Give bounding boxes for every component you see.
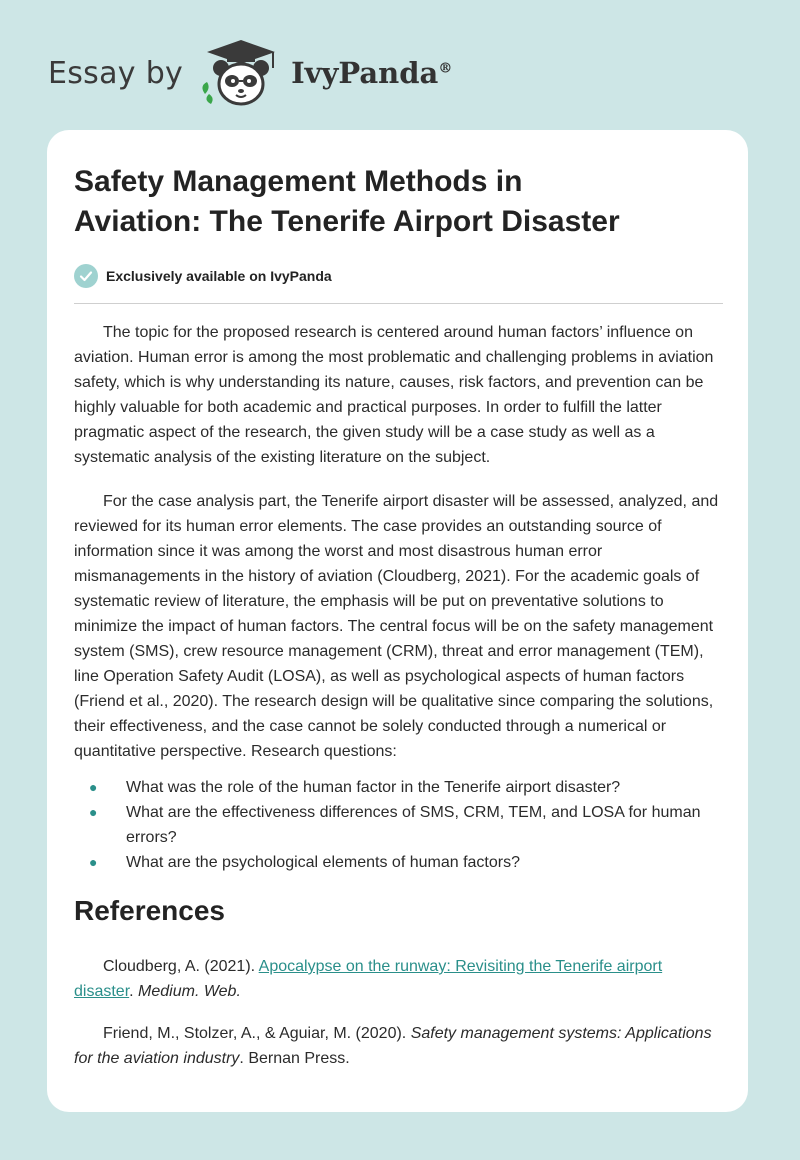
divider: [74, 303, 723, 304]
ivypanda-logo-icon: [197, 38, 285, 108]
reference-entry: Friend, M., Stolzer, A., & Aguiar, M. (2020). Safety management systems: Applications for the aviation industry. Bernan Press.: [74, 1025, 712, 1067]
essay-body: [74, 320, 724, 875]
registered-mark: ®: [438, 60, 453, 77]
research-questions-list: [74, 775, 724, 875]
essay-title: [74, 162, 724, 242]
title-line-2: Aviation: The Tenerife Airport Disaster: [74, 205, 620, 238]
references-heading: References: [74, 895, 225, 926]
bullet-icon: ●: [89, 804, 98, 820]
bullet-icon: ●: [89, 779, 98, 795]
brand-name[interactable]: IvyPanda®: [291, 56, 453, 90]
exclusive-badge: [74, 264, 332, 288]
references-list: [74, 954, 724, 1088]
bullet-icon: ●: [89, 854, 98, 870]
title-line-1: Safety Management Methods in: [74, 165, 523, 198]
check-circle-icon: [74, 264, 98, 288]
reference-link[interactable]: Apocalypse on the runway: Revisiting the Tenerife airport disaster: [74, 958, 663, 1000]
list-item: ● What are the effectiveness differences of SMS, CRM, TEM, and LOSA for human errors?: [74, 800, 724, 850]
essay-by-label: Essay by: [48, 55, 184, 91]
paragraph: The topic for the proposed research is centered around human factors’ influence on aviation. Human error is among the most problematic and challenging problems in aviation safety, which is why understanding its nature, causes, risk factors, and prevention can be highly valuable for both academic and practical purposes. In order to fulfill the latter pragmatic aspect of the research, the given study will be a case study as well as a systematic analysis of the existing literature on the subject.: [74, 324, 714, 466]
site-header: [48, 38, 452, 108]
exclusive-text: Exclusively available on IvyPanda: [106, 268, 332, 284]
paragraph: For the case analysis part, the Tenerife airport disaster will be assessed, analyzed, and reviewed for its human error elements. The case provides an outstanding source of information since it was among the worst and most disastrous human error mismanagements in the history of aviation (Cloudberg, 2021). For the academic goals of systematic review of literature, the emphasis will be put on preventative solutions to minimize the impact of human factors. The central focus will be on the safety management system (SMS), crew resource management (CRM), threat and error management (TEM), line Operation Safety Audit (LOSA), as well as psychological aspects of human factors (Friend et al., 2020). The research design will be qualitative since comparing the solutions, their effectiveness, and the case cannot be solely conducted through a numerical or quantitative perspective. Research questions:: [74, 493, 719, 760]
list-item: ● What are the psychological elements of human factors?: [74, 850, 724, 875]
list-item: ● What was the role of the human factor in the Tenerife airport disaster?: [74, 775, 724, 800]
essay-card: [47, 130, 748, 1112]
reference-entry: Cloudberg, A. (2021). Apocalypse on the runway: Revisiting the Tenerife airport disaster. Medium. Web.: [74, 958, 663, 1000]
